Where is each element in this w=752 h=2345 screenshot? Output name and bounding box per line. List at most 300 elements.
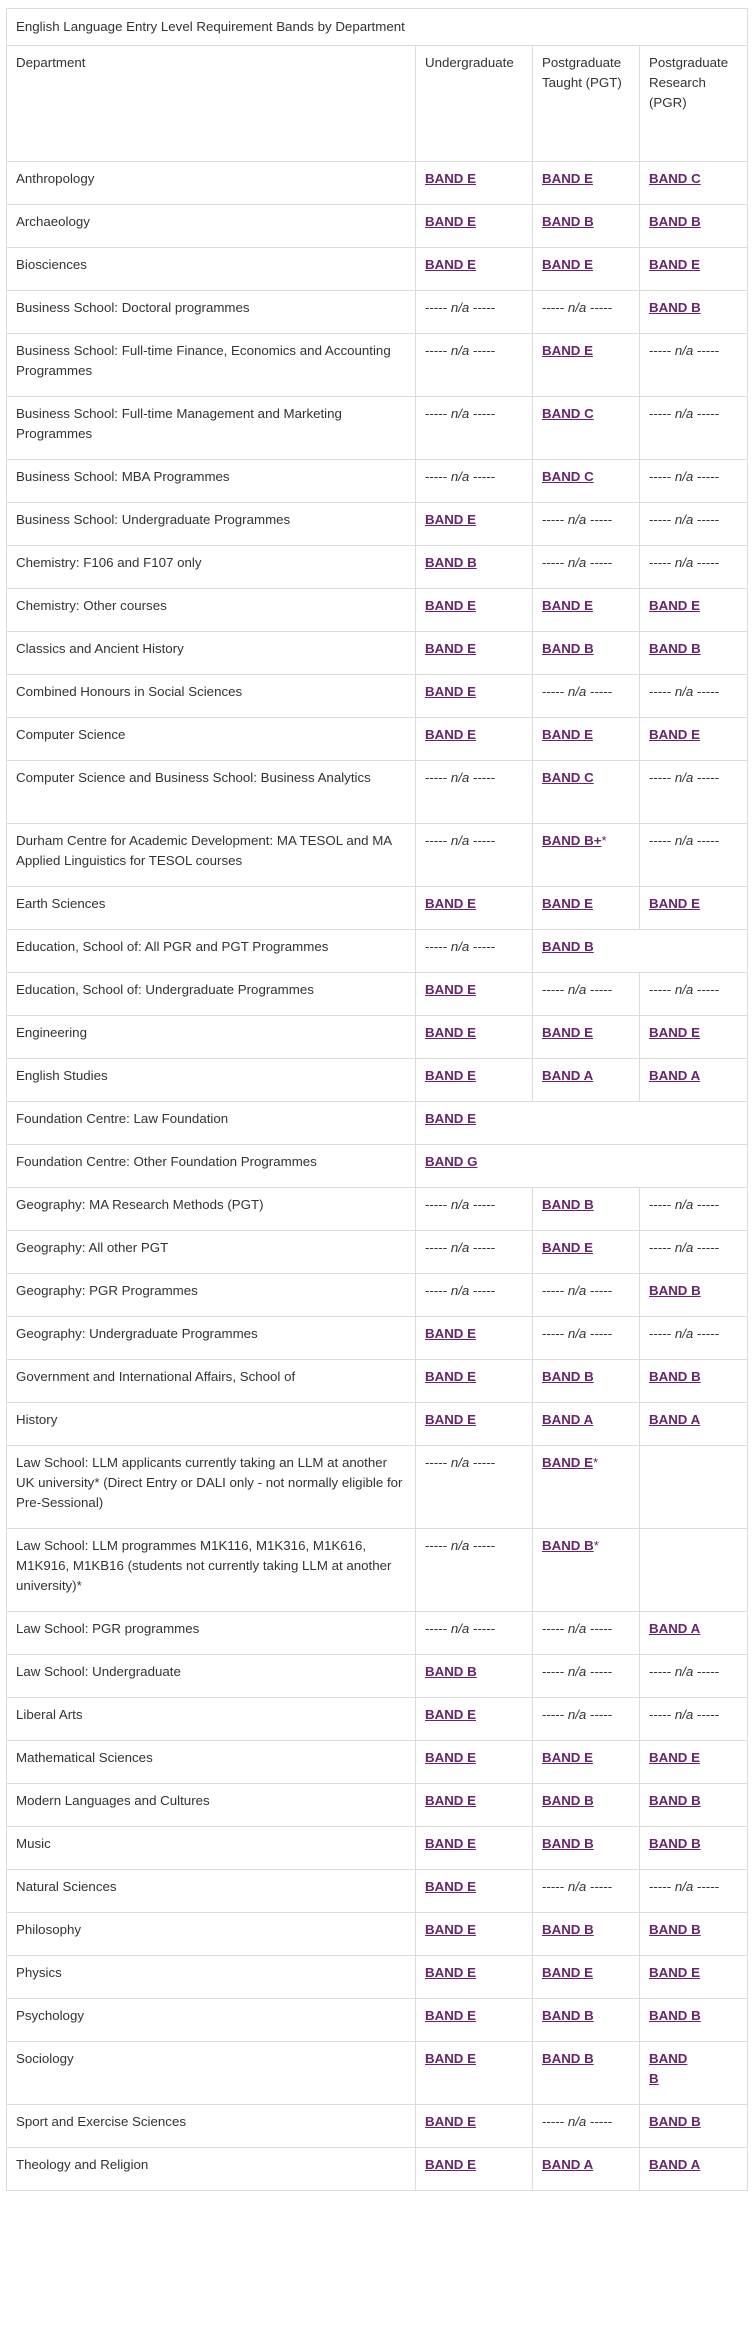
pgt-cell: [533, 1913, 640, 1956]
undergraduate-cell: [416, 2148, 533, 2191]
na-text: n/a: [567, 1283, 587, 1298]
na-dashes: -----: [649, 1240, 672, 1255]
na-dashes: -----: [425, 300, 448, 315]
band-link[interactable]: BAND E: [425, 2051, 476, 2066]
department-cell: Biosciences: [7, 248, 416, 291]
band-link[interactable]: BAND B: [649, 300, 701, 315]
band-link[interactable]: BAND E: [425, 1111, 476, 1126]
band-link[interactable]: BAND E: [425, 512, 476, 527]
pgt-cell: [533, 334, 640, 397]
not-applicable: [425, 833, 495, 848]
band-link[interactable]: BAND B: [542, 1836, 594, 1851]
na-text: n/a: [674, 406, 694, 421]
band-link[interactable]: BAND B: [542, 1538, 594, 1553]
undergraduate-cell: [416, 1612, 533, 1655]
na-dashes: -----: [590, 684, 613, 699]
na-dashes: -----: [649, 343, 672, 358]
band-link[interactable]: BAND B: [649, 214, 701, 229]
na-dashes: -----: [590, 2114, 613, 2129]
pgr-cell: [640, 1016, 748, 1059]
table-row: [7, 1529, 748, 1612]
table-row: [7, 1403, 748, 1446]
band-link[interactable]: BAND E: [425, 598, 476, 613]
na-dashes: -----: [542, 982, 565, 997]
table-row: [7, 546, 748, 589]
table-row: [7, 1698, 748, 1741]
na-dashes: -----: [649, 406, 672, 421]
pgt-cell: [533, 1827, 640, 1870]
na-text: n/a: [674, 469, 694, 484]
department-cell: English Studies: [7, 1059, 416, 1102]
department-cell: Psychology: [7, 1999, 416, 2042]
band-link[interactable]: BAND E: [542, 257, 593, 272]
footnote-star: *: [601, 833, 607, 848]
table-row: [7, 1784, 748, 1827]
band-link[interactable]: BAND E: [542, 1240, 593, 1255]
pgt-cell: [533, 1188, 640, 1231]
na-dashes: -----: [649, 1326, 672, 1341]
na-text: n/a: [450, 406, 470, 421]
na-text: n/a: [567, 982, 587, 997]
band-link[interactable]: BAND B: [649, 2114, 701, 2129]
band-link[interactable]: BAND E: [649, 598, 700, 613]
band-link[interactable]: BAND B: [649, 1922, 701, 1937]
undergraduate-cell: [416, 397, 533, 460]
band-link[interactable]: BAND E: [425, 1879, 476, 1894]
department-cell: Computer Science and Business School: Business Analytics: [7, 761, 416, 824]
na-dashes: -----: [473, 939, 496, 954]
band-link[interactable]: BAND E: [425, 1326, 476, 1341]
header-pgt: Postgraduate Taught (PGT): [533, 46, 640, 162]
header-undergraduate: Undergraduate: [416, 46, 533, 162]
band-link[interactable]: BAND E: [542, 598, 593, 613]
pgt-cell: [533, 632, 640, 675]
na-text: n/a: [674, 684, 694, 699]
undergraduate-cell: [416, 1956, 533, 1999]
na-dashes: -----: [542, 300, 565, 315]
department-cell: Music: [7, 1827, 416, 1870]
not-applicable: [425, 1240, 495, 1255]
department-cell: Law School: LLM programmes M1K116, M1K316, M1K616, M1K916, M1KB16 (students not currently taking LLM at another university)*: [7, 1529, 416, 1612]
pgr-cell: [640, 291, 748, 334]
band-link[interactable]: BAND E: [542, 896, 593, 911]
pgr-cell: [640, 1188, 748, 1231]
na-dashes: -----: [473, 1455, 496, 1470]
undergraduate-cell: [416, 1446, 533, 1529]
not-applicable: [425, 1538, 495, 1553]
na-dashes: -----: [473, 406, 496, 421]
na-text: n/a: [674, 833, 694, 848]
pgr-cell: [640, 1698, 748, 1741]
not-applicable: [425, 469, 495, 484]
department-cell: Computer Science: [7, 718, 416, 761]
band-link[interactable]: BAND A: [542, 1412, 594, 1427]
band-link[interactable]: BAND E: [425, 214, 476, 229]
undergraduate-cell: [416, 824, 533, 887]
na-dashes: -----: [649, 512, 672, 527]
pgt-cell: [533, 546, 640, 589]
na-text: n/a: [674, 982, 694, 997]
pgr-cell: [640, 1827, 748, 1870]
undergraduate-cell: [416, 1317, 533, 1360]
footnote-star: *: [592, 1455, 599, 1470]
not-applicable: [542, 2114, 612, 2129]
pgr-cell: [640, 503, 748, 546]
na-dashes: -----: [697, 1326, 720, 1341]
pgr-cell: [640, 546, 748, 589]
pgt-cell: [533, 1360, 640, 1403]
department-cell: Mathematical Sciences: [7, 1741, 416, 1784]
band-link[interactable]: BAND C: [542, 406, 594, 421]
department-cell: Law School: PGR programmes: [7, 1612, 416, 1655]
pgt-cell: [533, 162, 640, 205]
band-link[interactable]: BAND E: [542, 1750, 593, 1765]
pgt-cell: [533, 589, 640, 632]
band-link[interactable]: BAND E: [425, 1922, 476, 1937]
undergraduate-cell: [416, 930, 533, 973]
band-link[interactable]: BAND B: [542, 641, 594, 656]
not-applicable: [649, 469, 719, 484]
pgt-cell: [533, 1870, 640, 1913]
department-cell: Liberal Arts: [7, 1698, 416, 1741]
na-dashes: -----: [697, 1240, 720, 1255]
band-link[interactable]: BAND B: [542, 1793, 594, 1808]
band-link[interactable]: BAND B: [649, 2051, 688, 2086]
table-row: [7, 460, 748, 503]
pgr-cell: [640, 1784, 748, 1827]
table-row: [7, 1059, 748, 1102]
undergraduate-cell: [416, 460, 533, 503]
na-text: n/a: [674, 1326, 694, 1341]
band-link[interactable]: BAND E: [425, 1068, 476, 1083]
band-link[interactable]: BAND A: [649, 2157, 701, 2172]
na-dashes: -----: [697, 343, 720, 358]
na-dashes: -----: [697, 833, 720, 848]
band-link[interactable]: BAND A: [542, 1068, 594, 1083]
band-link[interactable]: BAND E: [649, 1025, 700, 1040]
band-link[interactable]: BAND E: [542, 1025, 593, 1040]
na-dashes: -----: [649, 1879, 672, 1894]
not-applicable: [425, 770, 495, 785]
band-link[interactable]: BAND E: [425, 1369, 476, 1384]
table-row: [7, 1612, 748, 1655]
band-link[interactable]: BAND B: [425, 555, 477, 570]
band-link[interactable]: BAND E: [425, 1412, 476, 1427]
department-cell: Sport and Exercise Sciences: [7, 2105, 416, 2148]
undergraduate-cell: [416, 1016, 533, 1059]
department-cell: Foundation Centre: Law Foundation: [7, 1102, 416, 1145]
band-link[interactable]: BAND E: [425, 896, 476, 911]
na-dashes: -----: [425, 343, 448, 358]
band-link[interactable]: BAND E: [425, 982, 476, 997]
band-link[interactable]: BAND C: [542, 469, 594, 484]
band-link[interactable]: BAND E: [542, 1455, 593, 1470]
not-applicable: [649, 406, 719, 421]
na-text: n/a: [674, 555, 694, 570]
na-dashes: -----: [542, 555, 565, 570]
band-link[interactable]: BAND B+: [542, 833, 602, 848]
na-dashes: -----: [649, 982, 672, 997]
pgr-cell: [640, 1999, 748, 2042]
band-link[interactable]: BAND B: [542, 1922, 594, 1937]
na-dashes: -----: [425, 939, 448, 954]
not-applicable: [542, 300, 612, 315]
department-cell: Sociology: [7, 2042, 416, 2105]
band-link[interactable]: BAND E: [425, 2114, 476, 2129]
na-dashes: -----: [590, 1664, 613, 1679]
band-link[interactable]: BAND E: [425, 1750, 476, 1765]
na-dashes: -----: [542, 512, 565, 527]
band-link[interactable]: BAND B: [425, 1664, 477, 1679]
na-text: n/a: [674, 1197, 694, 1212]
undergraduate-cell: [416, 2042, 533, 2105]
department-cell: Business School: Undergraduate Programmes: [7, 503, 416, 546]
na-dashes: -----: [542, 1879, 565, 1894]
band-link[interactable]: BAND B: [542, 939, 594, 954]
undergraduate-cell: [416, 761, 533, 824]
table-row: [7, 930, 748, 973]
not-applicable: [649, 1707, 719, 1722]
not-applicable: [425, 939, 495, 954]
band-link[interactable]: BAND C: [649, 171, 701, 186]
na-dashes: -----: [425, 469, 448, 484]
band-link[interactable]: BAND E: [542, 727, 593, 742]
table-row: [7, 761, 748, 824]
pgt-cell: [533, 248, 640, 291]
table-row: [7, 887, 748, 930]
table-row: [7, 1317, 748, 1360]
header-department: Department: [7, 46, 416, 162]
department-cell: Law School: LLM applicants currently taking an LLM at another UK university* (Direct Entry or DALI only - not normally eligible for Pre-Sessional): [7, 1446, 416, 1529]
band-link[interactable]: BAND E: [649, 896, 700, 911]
table-body: [7, 162, 748, 2191]
band-link[interactable]: BAND B: [649, 641, 701, 656]
band-link[interactable]: BAND G: [425, 1154, 478, 1169]
pgr-cell: [640, 1956, 748, 1999]
na-text: n/a: [450, 770, 470, 785]
department-cell: Geography: MA Research Methods (PGT): [7, 1188, 416, 1231]
na-dashes: -----: [590, 1326, 613, 1341]
pgr-cell: [640, 824, 748, 887]
department-cell: Business School: Full-time Finance, Economics and Accounting Programmes: [7, 334, 416, 397]
department-cell: Theology and Religion: [7, 2148, 416, 2191]
band-link[interactable]: BAND E: [425, 257, 476, 272]
pgt-cell: [533, 824, 640, 887]
not-applicable: [542, 1283, 612, 1298]
band-link[interactable]: BAND B: [542, 214, 594, 229]
na-dashes: -----: [590, 1707, 613, 1722]
not-applicable: [425, 406, 495, 421]
na-dashes: -----: [425, 406, 448, 421]
band-link[interactable]: BAND E: [542, 343, 593, 358]
not-applicable: [542, 684, 612, 699]
undergraduate-cell: [416, 1698, 533, 1741]
band-link[interactable]: BAND E: [542, 1965, 593, 1980]
pgt-cell: [533, 1529, 640, 1612]
na-dashes: -----: [542, 1621, 565, 1636]
band-link[interactable]: BAND C: [542, 770, 594, 785]
na-dashes: -----: [649, 770, 672, 785]
na-dashes: -----: [425, 1283, 448, 1298]
pgt-cell: [533, 1403, 640, 1446]
department-cell: Archaeology: [7, 205, 416, 248]
band-link[interactable]: BAND B: [542, 1197, 594, 1212]
na-dashes: -----: [542, 1283, 565, 1298]
pgt-cell: [533, 761, 640, 824]
band-link[interactable]: BAND B: [542, 1369, 594, 1384]
pgr-cell: [640, 334, 748, 397]
undergraduate-cell: [416, 1741, 533, 1784]
pgr-cell: [640, 1403, 748, 1446]
not-applicable: [542, 512, 612, 527]
pgr-cell: [640, 761, 748, 824]
pgt-cell: [533, 460, 640, 503]
department-cell: Classics and Ancient History: [7, 632, 416, 675]
na-dashes: -----: [542, 684, 565, 699]
department-cell: Government and International Affairs, School of: [7, 1360, 416, 1403]
band-link[interactable]: BAND E: [425, 171, 476, 186]
band-link[interactable]: BAND E: [425, 2008, 476, 2023]
na-dashes: -----: [649, 1664, 672, 1679]
undergraduate-cell: [416, 675, 533, 718]
band-link[interactable]: BAND A: [649, 1068, 701, 1083]
pgt-cell: [533, 1956, 640, 1999]
pgr-cell: [640, 589, 748, 632]
undergraduate-cell: [416, 1913, 533, 1956]
band-link[interactable]: BAND B: [649, 2008, 701, 2023]
na-dashes: -----: [473, 1240, 496, 1255]
na-dashes: -----: [425, 833, 448, 848]
pgt-cell: [533, 205, 640, 248]
band-link[interactable]: BAND B: [649, 1283, 701, 1298]
band-link[interactable]: BAND E: [425, 641, 476, 656]
undergraduate-cell: [416, 1360, 533, 1403]
band-link[interactable]: BAND A: [542, 2157, 594, 2172]
pgr-cell: [640, 1446, 748, 1529]
table-row: [7, 334, 748, 397]
not-applicable: [542, 555, 612, 570]
department-cell: Durham Centre for Academic Development: MA TESOL and MA Applied Linguistics for TESOL courses: [7, 824, 416, 887]
pgt-cell: [533, 2105, 640, 2148]
na-text: n/a: [450, 343, 470, 358]
na-dashes: -----: [697, 406, 720, 421]
not-applicable: [649, 1326, 719, 1341]
pgt-cell: [533, 1016, 640, 1059]
na-dashes: -----: [697, 982, 720, 997]
band-link[interactable]: BAND E: [425, 1793, 476, 1808]
pgt-cell: [533, 1274, 640, 1317]
pgr-cell: [640, 1274, 748, 1317]
undergraduate-cell: [416, 2105, 533, 2148]
pgr-cell: [640, 205, 748, 248]
na-dashes: -----: [473, 1621, 496, 1636]
department-cell: Education, School of: All PGR and PGT Programmes: [7, 930, 416, 973]
na-dashes: -----: [425, 1197, 448, 1212]
na-text: n/a: [674, 1879, 694, 1894]
pgt-cell: [533, 718, 640, 761]
pgr-cell: [640, 397, 748, 460]
band-link[interactable]: BAND E: [649, 257, 700, 272]
band-link[interactable]: BAND E: [425, 1025, 476, 1040]
department-cell: Education, School of: Undergraduate Programmes: [7, 973, 416, 1016]
table-row: [7, 1446, 748, 1529]
na-dashes: -----: [473, 770, 496, 785]
band-link[interactable]: BAND A: [649, 1412, 701, 1427]
table-row: [7, 2148, 748, 2191]
band-link[interactable]: BAND E: [649, 1965, 700, 1980]
pgr-cell: [640, 1870, 748, 1913]
pgr-cell: [640, 675, 748, 718]
band-link[interactable]: BAND E: [649, 1750, 700, 1765]
table-row: [7, 162, 748, 205]
table-row: [7, 1741, 748, 1784]
pgt-cell: [533, 675, 640, 718]
band-link[interactable]: BAND E: [425, 1707, 476, 1722]
not-applicable: [649, 770, 719, 785]
na-text: n/a: [450, 1197, 470, 1212]
band-link[interactable]: BAND E: [649, 727, 700, 742]
na-dashes: -----: [649, 469, 672, 484]
na-dashes: -----: [697, 770, 720, 785]
pgr-cell: [640, 1059, 748, 1102]
band-link[interactable]: BAND E: [542, 171, 593, 186]
undergraduate-cell: [416, 205, 533, 248]
table-row: [7, 824, 748, 887]
band-link[interactable]: BAND E: [425, 1965, 476, 1980]
undergraduate-cell: [416, 1784, 533, 1827]
undergraduate-cell: [416, 1274, 533, 1317]
band-link[interactable]: BAND E: [425, 1836, 476, 1851]
na-text: n/a: [567, 1664, 587, 1679]
na-dashes: -----: [649, 684, 672, 699]
na-text: n/a: [450, 833, 470, 848]
na-text: n/a: [567, 1707, 587, 1722]
not-applicable: [425, 343, 495, 358]
na-dashes: -----: [473, 1197, 496, 1212]
pgr-cell: [640, 1317, 748, 1360]
not-applicable: [542, 1621, 612, 1636]
band-link[interactable]: BAND E: [425, 684, 476, 699]
na-dashes: -----: [590, 300, 613, 315]
not-applicable: [649, 1197, 719, 1212]
pgr-cell: [640, 1529, 748, 1612]
na-dashes: -----: [649, 555, 672, 570]
na-dashes: -----: [590, 512, 613, 527]
pgt-cell: [533, 397, 640, 460]
na-dashes: -----: [542, 1707, 565, 1722]
band-table: [6, 8, 748, 2191]
department-cell: Business School: MBA Programmes: [7, 460, 416, 503]
na-text: n/a: [674, 343, 694, 358]
undergraduate-cell: [416, 248, 533, 291]
band-link[interactable]: BAND E: [425, 727, 476, 742]
na-text: n/a: [674, 770, 694, 785]
table-caption: English Language Entry Level Requirement Bands by Department: [6, 8, 748, 45]
table-row: [7, 675, 748, 718]
na-text: n/a: [450, 939, 470, 954]
band-link[interactable]: BAND E: [425, 2157, 476, 2172]
na-text: n/a: [674, 1707, 694, 1722]
band-link[interactable]: BAND B: [649, 1793, 701, 1808]
table-row: [7, 397, 748, 460]
department-cell: Geography: All other PGT: [7, 1231, 416, 1274]
band-link[interactable]: BAND B: [649, 1369, 701, 1384]
band-link[interactable]: BAND A: [649, 1621, 701, 1636]
band-link[interactable]: BAND B: [542, 2051, 594, 2066]
table-row: [7, 1999, 748, 2042]
band-link[interactable]: BAND B: [649, 1836, 701, 1851]
band-link[interactable]: BAND B: [542, 2008, 594, 2023]
